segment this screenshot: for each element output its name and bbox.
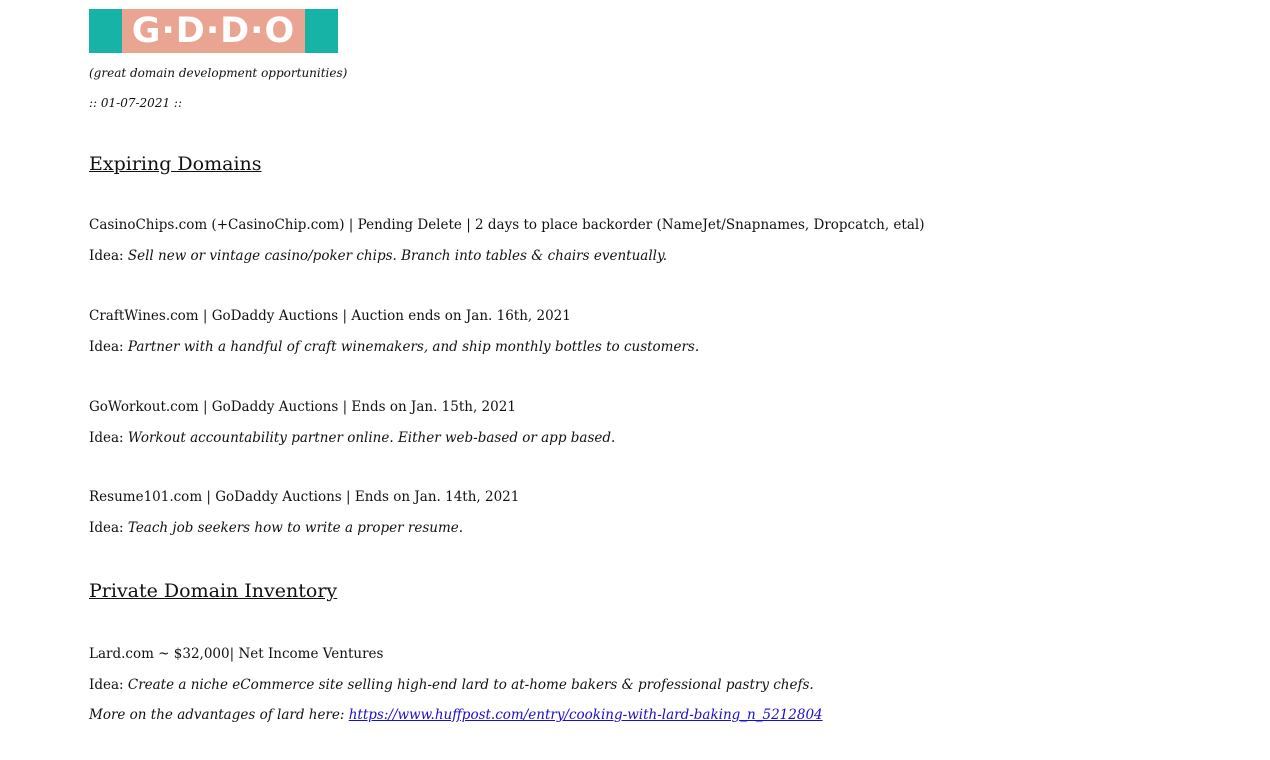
domain-info-goworkout: GoWorkout.com | GoDaddy Auctions | Ends on Jan. 15th, 2021 — [89, 399, 516, 415]
idea-label: Idea: — [89, 677, 124, 693]
tagline: (great domain development opportunities) — [89, 66, 348, 80]
logo-text: G·D·D·O — [131, 11, 296, 51]
expiring-domains-heading: Expiring Domains — [89, 153, 262, 175]
huffpost-lard-link[interactable]: https://www.huffpost.com/entry/cooking-with-lard-baking_n_5212804 — [348, 707, 823, 723]
idea-text: Workout accountability partner online. Either web-based or app based. — [127, 430, 616, 446]
domain-idea-casinochips — [89, 248, 667, 264]
domain-idea-craftwines — [89, 339, 699, 355]
idea-label: Idea: — [89, 248, 124, 264]
more-label: More on the advantages of lard here: — [89, 707, 345, 723]
domain-info-casinochips: CasinoChips.com (+CasinoChip.com) | Pending Delete | 2 days to place backorder (NameJet/Snapnames, Dropcatch, etal) — [89, 217, 925, 233]
idea-label: Idea: — [89, 520, 124, 536]
issue-date: :: 01-07-2021 :: — [89, 96, 182, 110]
domain-idea-resume101 — [89, 520, 463, 536]
domain-idea-goworkout — [89, 430, 615, 446]
domain-info-lard: Lard.com ~ $32,000| Net Income Ventures — [89, 646, 384, 662]
lard-more-line — [89, 707, 823, 723]
idea-text: Sell new or vintage casino/poker chips. Branch into tables & chairs eventually. — [127, 248, 668, 264]
idea-text: Teach job seekers how to write a proper resume. — [127, 520, 464, 536]
idea-label: Idea: — [89, 339, 124, 355]
domain-info-craftwines: CraftWines.com | GoDaddy Auctions | Auction ends on Jan. 16th, 2021 — [89, 308, 571, 324]
gddo-logo — [89, 9, 338, 53]
private-inventory-heading: Private Domain Inventory — [89, 580, 338, 602]
domain-info-resume101: Resume101.com | GoDaddy Auctions | Ends on Jan. 14th, 2021 — [89, 489, 520, 505]
idea-label: Idea: — [89, 430, 124, 446]
domain-idea-lard — [89, 677, 814, 693]
idea-text: Create a niche eCommerce site selling high-end lard to at-home bakers & professional pastry chefs. — [127, 677, 814, 693]
logo-inner-block — [122, 9, 305, 53]
idea-text: Partner with a handful of craft winemakers, and ship monthly bottles to customers. — [127, 339, 700, 355]
